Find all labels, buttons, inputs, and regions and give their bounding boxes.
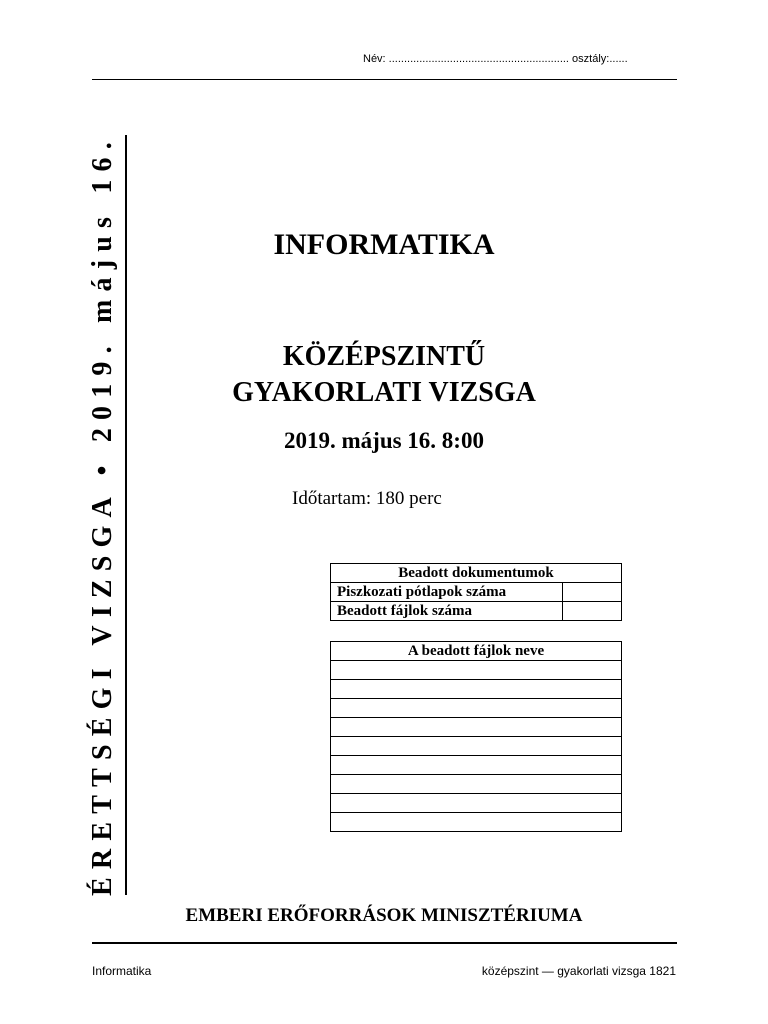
file-name-cell[interactable] [331, 680, 622, 699]
file-name-cell[interactable] [331, 699, 622, 718]
footer-subject: Informatika [92, 964, 152, 978]
draft-sheets-label: Piszkozati pótlapok száma [331, 583, 563, 602]
submitted-files-count-value[interactable] [563, 602, 622, 621]
table-row [331, 680, 622, 699]
documents-table-header: Beadott dokumentumok [331, 564, 622, 583]
subtitle-line-1: KÖZÉPSZINTŰ [282, 341, 486, 372]
name-class-field-line: Név: ........................................................... osztály:...... [363, 53, 628, 65]
file-name-cell[interactable] [331, 737, 622, 756]
subtitle-line-2: GYAKORLATI VIZSGA [232, 377, 536, 408]
submitted-files-names-table [330, 641, 622, 832]
table-row [331, 583, 622, 602]
exam-date: 2019. május 16. 8:00 [284, 428, 484, 453]
table-row [331, 602, 622, 621]
exam-duration: Időtartam: 180 perc [292, 488, 442, 509]
file-name-cell[interactable] [331, 794, 622, 813]
files-table-header: A beadott fájlok neve [331, 642, 622, 661]
draft-sheets-value[interactable] [563, 583, 622, 602]
file-name-cell[interactable] [331, 718, 622, 737]
table-row [331, 756, 622, 775]
table-row [331, 718, 622, 737]
vertical-exam-text: ÉRETTSÉGI VIZSGA • 2019. május 16. [87, 134, 118, 896]
table-row [331, 813, 622, 832]
footer-rule [92, 942, 677, 944]
submitted-files-count-label: Beadott fájlok száma [331, 602, 563, 621]
footer-exam-code: középszint — gyakorlati vizsga 1821 [481, 964, 676, 978]
file-name-cell[interactable] [331, 756, 622, 775]
table-row [331, 699, 622, 718]
page-title: INFORMATIKA [273, 228, 495, 261]
table-row [331, 775, 622, 794]
exam-level-title [0, 339, 768, 411]
table-row [331, 794, 622, 813]
file-name-cell[interactable] [331, 661, 622, 680]
header-rule [92, 79, 677, 80]
table-row [331, 661, 622, 680]
file-name-cell[interactable] [331, 813, 622, 832]
submitted-documents-table [330, 563, 622, 621]
table-row [331, 737, 622, 756]
ministry-name: EMBERI ERŐFORRÁSOK MINISZTÉRIUMA [185, 905, 583, 926]
file-name-cell[interactable] [331, 775, 622, 794]
